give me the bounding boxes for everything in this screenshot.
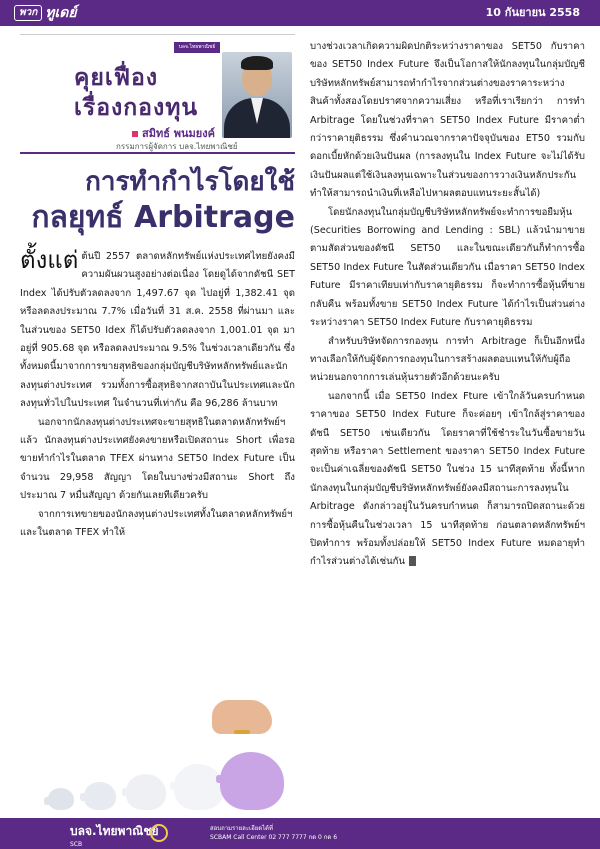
drop-cap: ตั้งแต่ (20, 246, 79, 274)
column-title-line2: เรื่องกองทุน (74, 95, 199, 121)
footer-brand-name: บลจ.ไทยพาณิชย์ (70, 824, 159, 838)
footer-contact (210, 824, 337, 842)
column-banner (58, 42, 294, 152)
brand-text: ทูเดย์ (45, 5, 77, 21)
footer-bar (0, 818, 600, 849)
banner-org-badge: บลจ.ไทยพาณิชย์ SCB (174, 42, 220, 53)
paragraph: จากการเทขายของนักลงทุนต่างประเทศทั้งในตลาดหลักทรัพย์ฯ และในตลาด TFEX ทำให้ (20, 508, 293, 539)
paragraph: บางช่วงเวลาเกิดความผิดปกติระหว่างราคาของ SET50 กับราคาของ SET50 Index Future จึงเป็นโอกาสให้นักลงทุนในกลุ่มบัญชีบริษัทหลักทรัพย์สามารถทำกำไรจากส่วนต่างของราคาระหว่างสินค้าทั้งสองโดยปราศจากความเสี่ยง หรือที่เราเรียกว่า การทำ Arbitrage โดยในช่วงที่ราคา SET50 Index Future มีราคาต่ำกว่าราคายุติธรรม ซึ่งคำนวณจากราคาปัจจุบันของ ET50 รวมกับดอกเบี้ยหักด้วยเงินปันผล (การลงทุนใน Index Future จะไม่ได้รับเงินปันผลแต่ใช้เงินลงทุนเฉพาะในส่วนของการวางเงินหลักประกัน ทำให้สามารถนำเงินที่เหลือไปหาผลตอบแทนระยะสั้นได้) (310, 41, 585, 200)
paragraph-text: ต้นปี 2557 ตลาดหลักทรัพย์แห่งประเทศไทยยังคงมีความผันผวนสูงอย่างต่อเนื่อง โดยดูได้จากดัชนี SET Index ได้ปรับตัวลดลงจาก 1,497.67 จุด ไปอยู่ที่ 1,382.41 จุด หรือลดลงประมาณ 7.7% เมื่อวันที่ 31 ส.ค. 2558 ที่ผ่านมา และในส่วนของ SET50 Idex ก็ได้ปรับตัวลดลงจาก 1,001.01 จุด มาอยู่ที่ 905.68 จุด หรือลดลงประมาณ 9.5% ในช่วงเวลาเดียวกัน ซึ่งทั้งหมดนี้มาจากการขายสุทธิของกลุ่มบัญชีบริษัทหลักทรัพย์และนักลงทุนต่างประเทศ รวมทั้งการซื้อสุทธิจากสถาบันในประเทศและนักลงทุนทั่วไปในประเทศ ในจำนวนที่เท่ากัน คือ 96,286 ล้านบาท (20, 251, 295, 410)
hand-icon (212, 700, 272, 734)
paragraph-text: นอกจากนี้ เมื่อ SET50 Index Fture เข้าใกล้วันครบกำหนด ราคาของ SET50 Index Future ก็จะค่อยๆ เข้าใกล้สู่ราคาของดัชนี SET50 เช่นเดียวกัน โดยราคาที่ใช้ชำระในวันซื้อขายวันสุดท้าย หรือราคา Settlement ของราคา SET50 Index Future จะเป็นค่าเฉลี่ยของดัชนี SET50 ในช่วง 15 นาทีสุดท้าย ทั้งนี้หากนักลงทุนในกลุ่มบัญชีบริษัทหลักทรัพย์ยังคงมีสถานะการลงทุนใน Arbitrage ดังกล่าวอยู่ในวันครบกำหนด ก็สามารถปิดสถานะด้วยการซื้อหุ้นคืนในช่วงเวลา 15 นาทีสุดท้าย ก่อนตลาดหลักทรัพย์ฯ ปิดทำการ พร้อมทั้งปล่อยให้ SET50 Index Future หมดอายุทำกำไรส่วนต่างได้เช่นกัน (310, 390, 585, 568)
column-title-line1: คุยเฟื่อง (74, 65, 159, 91)
coin-icon (234, 730, 250, 734)
brand-logo (14, 3, 77, 23)
right-column (310, 38, 585, 572)
author-portrait (222, 52, 292, 138)
top-bar (0, 0, 600, 26)
scb-emblem-icon (150, 824, 168, 842)
issue-date: 10 กันยายน 2558 (485, 6, 580, 19)
footer-info-line1: สอบถามรายละเอียดได้ที่ (210, 825, 273, 832)
paragraph: โดยนักลงทุนในกลุ่มบัญชีบริษัทหลักทรัพย์จะทำการขอยืมหุ้น (Securities Borrowing and Lending : SBL) แล้วนำมาขายตามสัดส่วนของดัชนี SET50 และในขณะเดียวกันก็ทำการซื้อ SET50 Index Future ในสัดส่วนเดียวกัน เมื่อราคา SET50 Index Future มีราคาเทียบเท่ากับราคายุติธรรม ก็จะทำการซื้อหุ้นที่ขายกลับคืน พร้อมทั้งขาย SET50 Index Future ได้กำไรเป็นส่วนต่างระหว่างราคา SET50 Index Future กับราคายุติธรรม (310, 206, 585, 329)
end-mark-icon (409, 556, 416, 566)
article-title-line1: การทำกำไรโดยใช้ (85, 167, 295, 197)
piggy-bank-icon (220, 752, 284, 810)
header-divider (20, 34, 295, 35)
portrait-hair (241, 56, 273, 70)
piggy-bank-icon (174, 764, 224, 810)
piggy-bank-icon (84, 782, 116, 810)
author-name: สมิทธ์ พนมยงค์ (132, 124, 215, 142)
paragraph: สำหรับบริษัทจัดการกองทุน การทำ Arbitrage ก็เป็นอีกหนึ่งทางเลือกให้กับผู้จัดการกองทุนในการสร้างผลตอบแทนให้กับผู้ถือหน่วยนอกจากการเล่นหุ้นรายตัวอีกด้วยนะครับ (310, 335, 585, 384)
article-title-line2: กลยุทธ์ Arbitrage (31, 200, 295, 235)
banner-rule (20, 152, 295, 154)
paragraph (20, 248, 295, 414)
paragraph (310, 388, 585, 572)
brand-logo-box: พวก (14, 5, 42, 21)
footer-brand (70, 822, 159, 848)
article-title (20, 164, 295, 236)
author-title: กรรมการผู้จัดการ บลจ.ไทยพาณิชย์ (116, 142, 238, 151)
left-column (20, 248, 295, 543)
piggy-bank-illustration (40, 700, 290, 810)
footer-brand-sub: SCB (70, 841, 83, 848)
footer-info-line2: SCBAM Call Center 02 777 7777 กด 0 กด 6 (210, 834, 338, 841)
piggy-bank-icon (126, 774, 166, 810)
paragraph: นอกจากนักลงทุนต่างประเทศจะขายสุทธิในตลาดหลักทรัพย์ฯแล้ว นักลงทุนต่างประเทศยังคงขายหรือเปิดสถานะ Short เพื่อรอขายทำกำไรในตลาด TFEX ผ่านทาง SET50 Index Future เป็นจำนวน 29,958 สัญญา โดยในบางช่วงมีสถานะ Short ถึงประมาณ 7 หมื่นสัญญา ด้วยกันเลยทีเดียวครับ (20, 416, 295, 502)
piggy-bank-icon (48, 788, 74, 810)
